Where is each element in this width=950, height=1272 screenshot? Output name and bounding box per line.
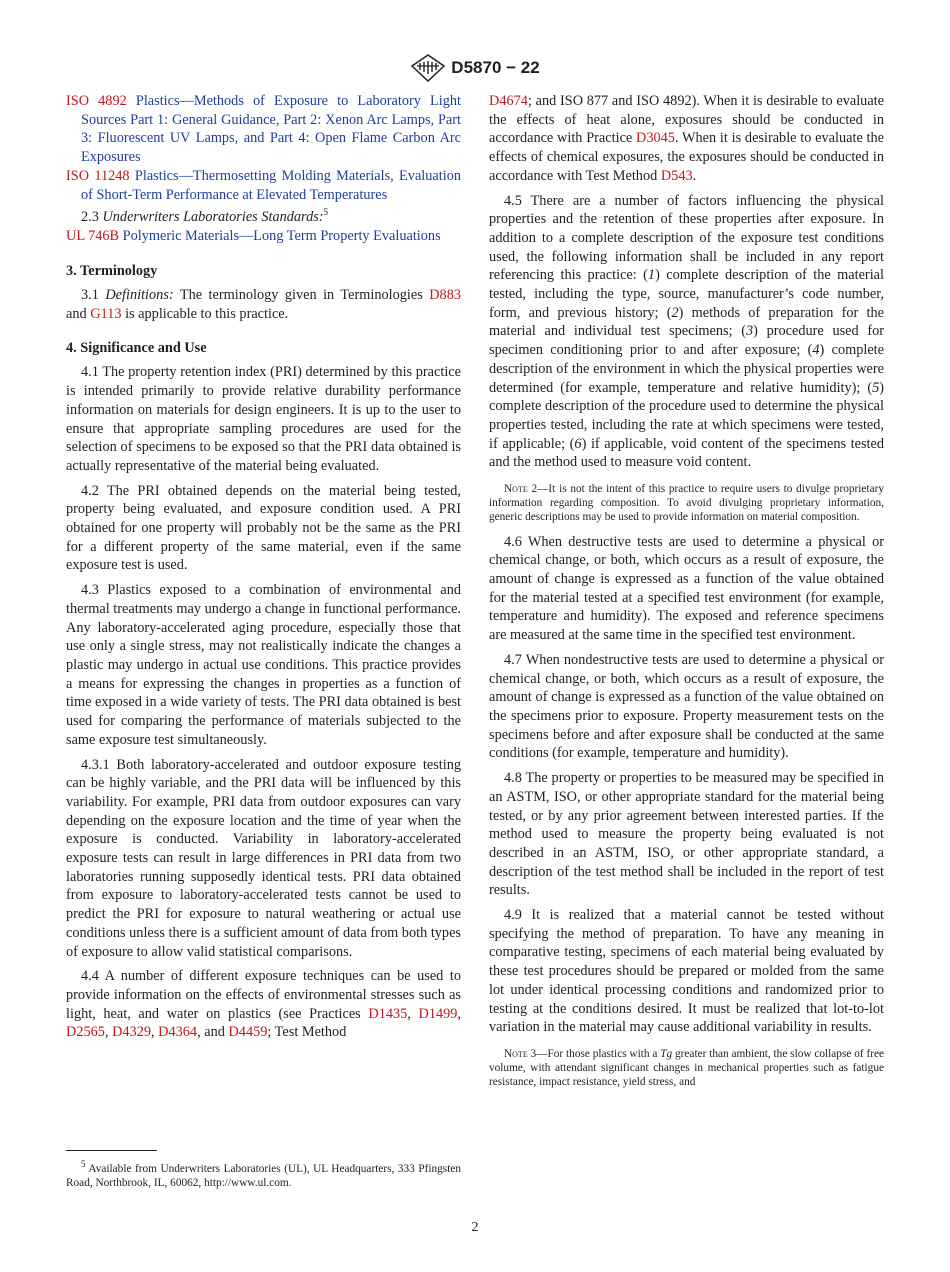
ref-link[interactable]: ISO 11248	[66, 167, 130, 184]
paragraph-4-2: 4.2 The PRI obtained depends on the material being tested, property being evaluated, and exposure condition used. A PRI obtained for one property will probably not be the same as the PRI for a different property of the same material, even if the same exposure test is used.	[66, 482, 461, 574]
footnote-5: $^5$ Available from Underwriters Laboratories (UL), UL Headquarters, 333 Pfingsten Road, Northbrook, IL, 60062, http://www.ul.com.	[66, 1159, 462, 1190]
ref-link[interactable]: D4459	[228, 1024, 268, 1041]
footnote-ref[interactable]: 5	[323, 207, 329, 218]
ref-title-link[interactable]: Plastics—Methods of Exposure to Laboratory Light Sources Part 1: General Guidance, Part 2: Xenon Arc Lamps, Part 3: Fluorescent UV Lamps, and Part 4: Open Flame Carbon Arc Exposures	[81, 93, 461, 166]
subsection-2-3: 2.3 Underwriters Laboratories Standards:$^5$	[81, 207, 329, 226]
ref-link[interactable]: D4364	[158, 1024, 198, 1041]
reference-iso-11248	[66, 167, 461, 204]
paragraph-4-6: 4.6 When destructive tests are used to determine a physical or chemical change, or both, which occurs as a result of exposure, the amount of change is expressed as a function of the value obtained for the material tested at a specified test environment (for example, temperature and humidity). The exposed and reference specimens are measured at the same time in the specified test environment.	[489, 533, 884, 644]
paragraph-4-8: 4.8 The property or properties to be measured may be specified in an ASTM, ISO, or other appropriate standard for the material being tested, or by any prior agreement between interested parties. If the method used to measure the property being evaluated is not described in an ASTM, ISO, or other appropriate standard, a description of the test method shall be included in the report of test results.	[489, 770, 884, 899]
ref-link[interactable]: D1435	[368, 1005, 408, 1022]
footnote-divider	[66, 1150, 157, 1151]
right-column	[489, 92, 884, 1098]
paragraph-4-9: 4.9 It is realized that a material cannot be tested without specifying the method of preparation. To have any meaning in comparative testing, specimens of each material being evaluated by these test procedures should be prepared or molded from the same lot under identical processing conditions and randomized prior to testing at the conditions desired. It must be realized that lot-to-lot variation in the material may cause additional variability in results.	[489, 907, 884, 1036]
section-heading-terminology: 3. Terminology	[66, 262, 158, 279]
ref-link[interactable]: D543	[660, 167, 693, 184]
document-id: D5870 − 22	[451, 58, 540, 77]
ref-link[interactable]: D883	[429, 287, 461, 304]
paragraph-4-5: 4.5 There are a number of factors influencing the physical properties and the retention of these properties after exposure. In addition to a complete description of the exposure test conditions used, the following information shall be included in any report referencing this practice: (1) complete description of the material tested, including the type, source, manufacturer’s code number, form, and previous history; (2) methods of preparation for the material and individual test specimens; (3) procedure used for specimen conditioning prior to and after exposure; (4) complete description of the environment in which the physical properties were determined (for example, temperature and relative humidity); (5) complete description of the procedure used to determine the physical properties tested, including the rate at which specimens were tested, if applicable; (6) if applicable, void content of the specimens tested and the method used to measure void content.	[489, 192, 885, 471]
paragraph-4-3: 4.3 Plastics exposed to a combination of environmental and thermal treatments may undergo a change in functional performance. Any laboratory-accelerated aging procedure, especially those that use only a single stress, may not realistically indicate the changes a plastic may undergo in actual use conditions. This practice provides a means for expressing the changes in properties as a function of time exposed in a wide variety of tests. The PRI data obtained is best used for comparing the performance of materials subjected to the same exposure test simultaneously.	[66, 582, 461, 748]
ref-link[interactable]: ISO 4892	[66, 93, 127, 109]
ref-link[interactable]: D1499	[418, 1005, 458, 1022]
paragraph-4-1: 4.1 The property retention index (PRI) determined by this practice is intended primarily to provide relative durability performance information on materials for design engineers. It is up to the user to ensure that appropriate sampling procedures are used for the selection of specimens to be exposed so that the PRI data obtained is actually representative of the material being evaluated.	[66, 364, 461, 474]
ref-link[interactable]: D3045	[636, 130, 675, 147]
paragraph-4-4-continued: D4674; and ISO 877 and ISO 4892). When it is desirable to evaluate the effects of heat alone, exposures should be conducted in accordance with Practice D3045. When it is desirable to evaluate the effects of chemical exposures, the exposures should be conducted in accordance with Test Method D543.	[489, 93, 885, 184]
page-number: 2	[471, 1220, 479, 1235]
ref-title-link[interactable]: Polymeric Materials—Long Term Property Evaluations	[122, 227, 441, 244]
ref-link[interactable]: UL 746B	[66, 227, 120, 244]
paragraph-4-7: 4.7 When nondestructive tests are used to determine a physical or chemical change, or both, which occurs as a result of exposure, the amount of change is expressed as a function of the value obtained on the specimens prior to exposure. Property measurement tests on the specimens before and after exposure shall be conducted at the same conditions (for example, temperature and humidity).	[489, 651, 884, 762]
ref-link[interactable]: G113	[90, 306, 122, 323]
note-2: Note 2—It is not the intent of this practice to require users to divulge proprietary information regarding composition. To avoid divulging proprietary information, generic descriptions may be used to provide information on material composition.	[489, 483, 884, 524]
reference-iso-4892	[66, 92, 461, 167]
paragraph-4-4: 4.4 A number of different exposure techniques can be used to provide information on the effects of environmental stresses such as light, heat, and water on plastics (see Practices D1435, D1499, D2565, D4329, D4364, and D4459; Test Method	[66, 968, 461, 1041]
page-header	[0, 54, 950, 87]
ref-link[interactable]: D4329	[112, 1024, 151, 1041]
ref-link[interactable]: D4674	[489, 93, 528, 109]
astm-logo-icon	[410, 54, 446, 82]
section-heading-significance: 4. Significance and Use	[66, 339, 207, 356]
reference-ul-746b	[66, 227, 461, 246]
ref-title-link[interactable]: Plastics—Thermosetting Molding Materials, Evaluation of Short-Term Performance at Elevated Temperatures	[81, 167, 461, 203]
paragraph-3-1: 3.1 Definitions: The terminology given in Terminologies D883 and G113 is applicable to this practice.	[66, 287, 461, 323]
paragraph-4-3-1: 4.3.1 Both laboratory-accelerated and outdoor exposure testing can be highly variable, and the PRI data will be influenced by this variability. For example, PRI data from outdoor exposures can vary depending on the exposure location and the time of year when the exposure is conducted. Variability in laboratory-accelerated exposure tests can result in large differences in PRI data from two laboratories running supposedly identical tests. PRI data obtained from exposure to laboratory-accelerated tests cannot be used to predict the PRI for exposure to natural weathering or actual use conditions unless there is a sufficient amount of data from both types of exposure to allow valid statistical comparisons.	[66, 756, 461, 960]
left-column	[66, 92, 461, 1048]
ref-link[interactable]: D2565	[66, 1024, 105, 1041]
note-3: Note 3—For those plastics with a Tg greater than ambient, the slow collapse of free volume, with attendant significant changes in mechanical properties such as fatigue resistance, impact resistance, yield stress, and	[489, 1047, 884, 1089]
